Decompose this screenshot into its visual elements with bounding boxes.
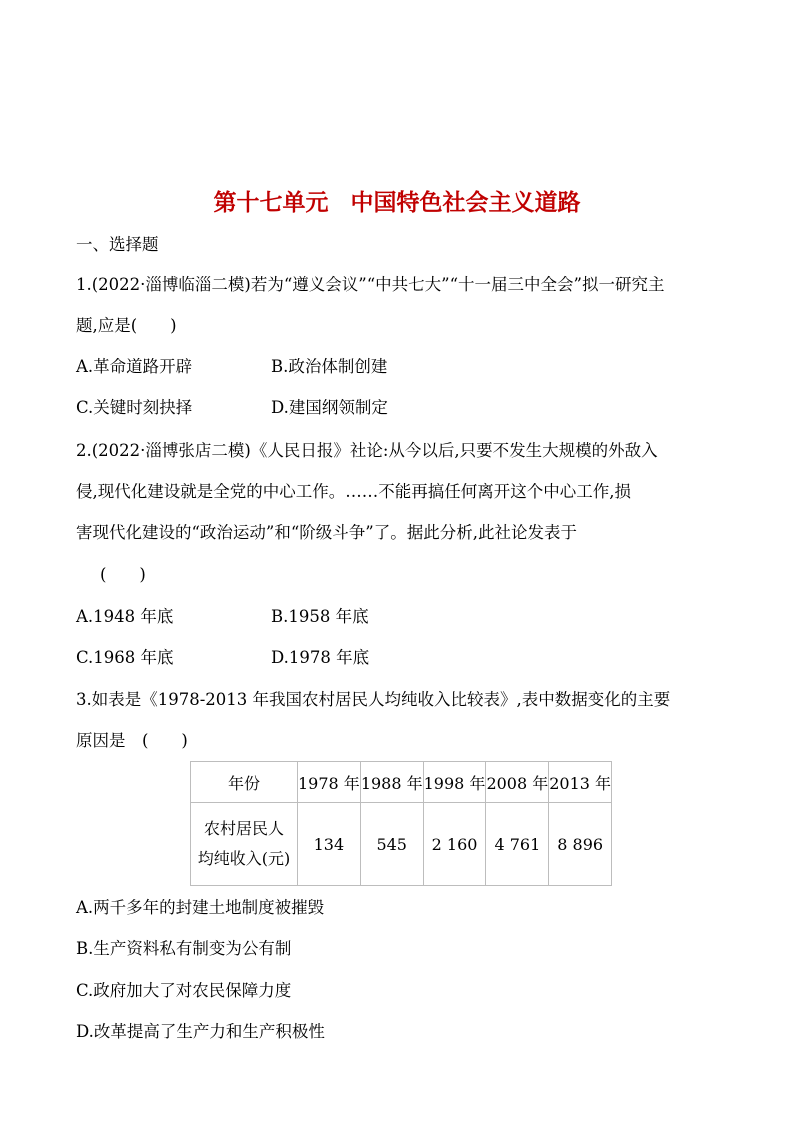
income-table [190,761,612,886]
title-topic: 中国特色社会主义道路 [350,190,581,216]
q1-stem-line2: 题,应是( ) [76,316,177,335]
q1-option-a: A.革命道路开辟 [76,357,193,376]
title-unit: 第十七单元 [213,190,329,216]
q3-stem-line2: 原因是 ( ) [76,731,188,750]
table-year-cell: 1998 年 [423,762,486,803]
q2-option-c: C.1968 年底 [76,648,174,667]
q1-option-b: B.政治体制创建 [271,357,388,376]
table-value-cell: 134 [298,803,361,886]
table-year-cell: 2013 年 [549,762,612,803]
q2-stem-line2: 侵,现代化建设就是全党的中心工作。……不能再搞任何离开这个中心工作,损 [76,482,631,501]
row-label-line1: 农村居民人 [203,819,284,838]
page-title [0,184,794,217]
q2-option-a: A.1948 年底 [76,607,174,626]
q2-stem-line1: 2.(2022·淄博张店二模)《人民日报》社论:从今以后,只要不发生大规模的外敌入 [76,441,658,460]
q3-option-d: D.改革提高了生产力和生产积极性 [76,1022,325,1041]
table-header-label: 年份 [191,762,298,803]
table-year-cell: 1988 年 [360,762,423,803]
q2-option-d: D.1978 年底 [271,648,370,667]
table-row-label [191,803,298,886]
q1-option-c: C.关键时刻抉择 [76,398,193,417]
table-header-row [191,762,612,803]
q3-option-a: A.两千多年的封建土地制度被摧毁 [76,898,325,917]
table-value-cell: 8 896 [549,803,612,886]
table-row [191,803,612,886]
section-heading: 一、选择题 [76,235,159,254]
q2-stem-line3: 害现代化建设的“政治运动”和“阶级斗争”了。据此分析,此社论发表于 [76,523,577,542]
q2-option-b: B.1958 年底 [271,607,369,626]
q3-option-c: C.政府加大了对农民保障力度 [76,981,292,1000]
table-year-cell: 2008 年 [486,762,549,803]
q3-stem-line1: 3.如表是《1978-2013 年我国农村居民人均纯收入比较表》,表中数据变化的主要 [76,690,671,709]
q1-stem-line1: 1.(2022·淄博临淄二模)若为“遵义会议”“中共七大”“十一届三中全会”拟一研究主 [76,275,665,294]
table-value-cell: 2 160 [423,803,486,886]
row-label-line2: 均纯收入(元) [197,849,291,868]
q3-option-b: B.生产资料私有制变为公有制 [76,939,292,958]
table-value-cell: 545 [360,803,423,886]
q2-stem-line4: ( ) [100,565,146,584]
q1-option-d: D.建国纲领制定 [271,398,388,417]
table-year-cell: 1978 年 [298,762,361,803]
table-value-cell: 4 761 [486,803,549,886]
